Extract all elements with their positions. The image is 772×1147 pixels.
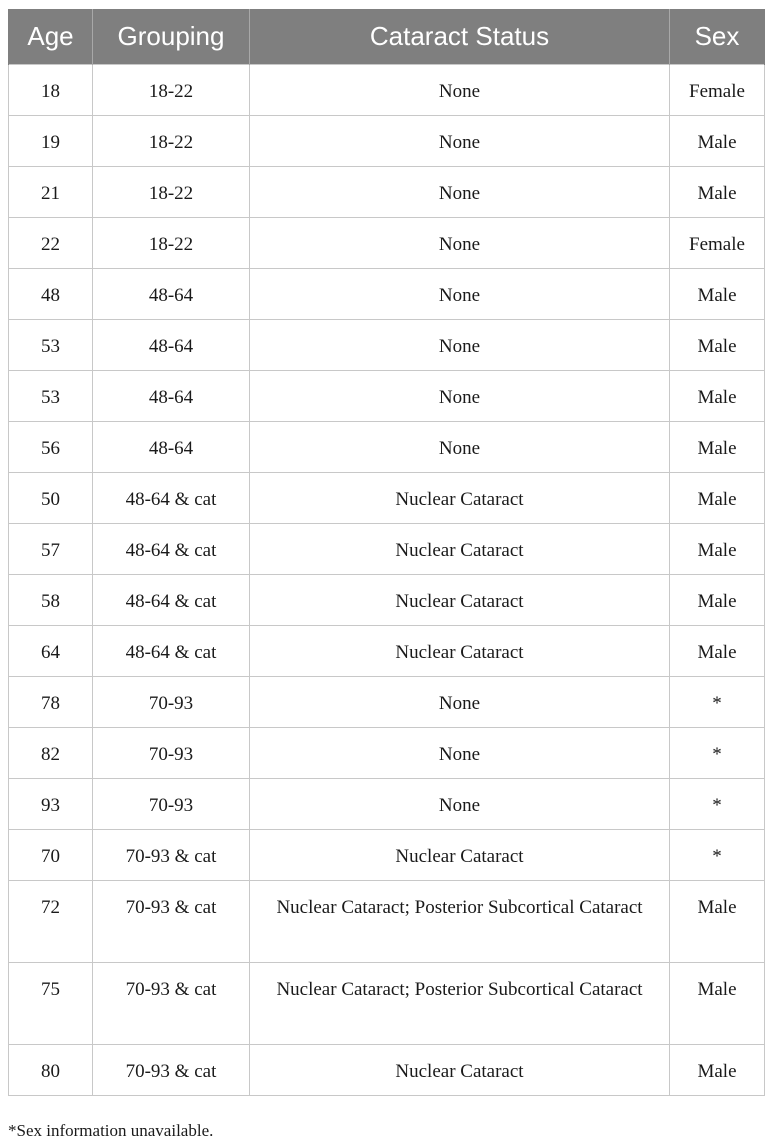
cell-sex: * <box>670 728 765 779</box>
cell-grouping: 18-22 <box>93 116 250 167</box>
cell-age: 19 <box>9 116 93 167</box>
table-row <box>9 473 765 524</box>
cell-grouping: 48-64 & cat <box>93 575 250 626</box>
cell-grouping: 70-93 <box>93 677 250 728</box>
cell-age: 75 <box>9 963 93 1045</box>
cell-grouping: 70-93 & cat <box>93 881 250 963</box>
cell-grouping: 18-22 <box>93 65 250 116</box>
cell-grouping: 48-64 <box>93 320 250 371</box>
cell-sex: * <box>670 779 765 830</box>
cell-age: 22 <box>9 218 93 269</box>
cell-cataract-status: None <box>250 320 670 371</box>
cell-grouping: 70-93 & cat <box>93 963 250 1045</box>
table-row <box>9 269 765 320</box>
cell-sex: Male <box>670 116 765 167</box>
table-row <box>9 728 765 779</box>
table-row <box>9 524 765 575</box>
table-row <box>9 626 765 677</box>
cell-cataract-status: None <box>250 371 670 422</box>
cell-age: 48 <box>9 269 93 320</box>
cell-sex: Male <box>670 881 765 963</box>
cell-cataract-status: None <box>250 269 670 320</box>
table-row <box>9 167 765 218</box>
cell-sex: Female <box>670 218 765 269</box>
cell-sex: Male <box>670 320 765 371</box>
table-row <box>9 881 765 963</box>
cell-age: 50 <box>9 473 93 524</box>
cell-cataract-status: None <box>250 728 670 779</box>
cell-cataract-status: None <box>250 422 670 473</box>
cell-grouping: 18-22 <box>93 167 250 218</box>
cell-age: 21 <box>9 167 93 218</box>
cell-age: 58 <box>9 575 93 626</box>
cell-cataract-status: None <box>250 779 670 830</box>
cell-grouping: 48-64 & cat <box>93 473 250 524</box>
cell-cataract-status: Nuclear Cataract <box>250 830 670 881</box>
cell-sex: Female <box>670 65 765 116</box>
cell-grouping: 18-22 <box>93 218 250 269</box>
cell-sex: Male <box>670 1045 765 1096</box>
table-row <box>9 1045 765 1096</box>
cell-age: 56 <box>9 422 93 473</box>
cell-age: 70 <box>9 830 93 881</box>
table-row <box>9 218 765 269</box>
table-body <box>9 65 765 1096</box>
cell-cataract-status: Nuclear Cataract <box>250 575 670 626</box>
table-row <box>9 320 765 371</box>
table-row <box>9 575 765 626</box>
cell-sex: * <box>670 677 765 728</box>
table-row <box>9 830 765 881</box>
cell-cataract-status: Nuclear Cataract <box>250 1045 670 1096</box>
cell-grouping: 70-93 <box>93 779 250 830</box>
cell-cataract-status: None <box>250 167 670 218</box>
cell-age: 53 <box>9 371 93 422</box>
table-row <box>9 779 765 830</box>
cell-grouping: 48-64 <box>93 422 250 473</box>
cell-age: 93 <box>9 779 93 830</box>
cell-age: 53 <box>9 320 93 371</box>
table-row <box>9 65 765 116</box>
cell-sex: Male <box>670 167 765 218</box>
cell-age: 18 <box>9 65 93 116</box>
cell-sex: Male <box>670 371 765 422</box>
cell-age: 78 <box>9 677 93 728</box>
footnote: *Sex information unavailable. <box>8 1121 214 1140</box>
cell-age: 72 <box>9 881 93 963</box>
cell-cataract-status: None <box>250 116 670 167</box>
cell-cataract-status: Nuclear Cataract <box>250 626 670 677</box>
cell-grouping: 70-93 <box>93 728 250 779</box>
column-header-grouping: Grouping <box>93 9 250 65</box>
cell-age: 57 <box>9 524 93 575</box>
cell-sex: Male <box>670 963 765 1045</box>
cell-cataract-status: None <box>250 65 670 116</box>
cell-age: 82 <box>9 728 93 779</box>
cell-age: 80 <box>9 1045 93 1096</box>
cell-cataract-status: Nuclear Cataract; Posterior Subcortical Cataract <box>250 881 670 963</box>
table-row <box>9 677 765 728</box>
cell-sex: Male <box>670 422 765 473</box>
cell-grouping: 48-64 <box>93 269 250 320</box>
table-row <box>9 963 765 1045</box>
cell-sex: Male <box>670 269 765 320</box>
table-row <box>9 116 765 167</box>
cell-grouping: 48-64 <box>93 371 250 422</box>
cell-grouping: 70-93 & cat <box>93 1045 250 1096</box>
cell-sex: Male <box>670 524 765 575</box>
header-row <box>9 9 765 65</box>
column-header-sex: Sex <box>670 9 765 65</box>
cell-sex: Male <box>670 473 765 524</box>
cell-cataract-status: None <box>250 218 670 269</box>
table-row <box>9 422 765 473</box>
table-header <box>9 9 765 65</box>
cell-grouping: 48-64 & cat <box>93 626 250 677</box>
cell-sex: Male <box>670 626 765 677</box>
cell-grouping: 70-93 & cat <box>93 830 250 881</box>
data-table <box>8 9 765 1096</box>
cell-sex: * <box>670 830 765 881</box>
cell-sex: Male <box>670 575 765 626</box>
cell-cataract-status: Nuclear Cataract; Posterior Subcortical Cataract <box>250 963 670 1045</box>
cell-cataract-status: None <box>250 677 670 728</box>
table-row <box>9 371 765 422</box>
cell-cataract-status: Nuclear Cataract <box>250 524 670 575</box>
cell-grouping: 48-64 & cat <box>93 524 250 575</box>
column-header-cataract-status: Cataract Status <box>250 9 670 65</box>
column-header-age: Age <box>9 9 93 65</box>
cell-age: 64 <box>9 626 93 677</box>
cell-cataract-status: Nuclear Cataract <box>250 473 670 524</box>
